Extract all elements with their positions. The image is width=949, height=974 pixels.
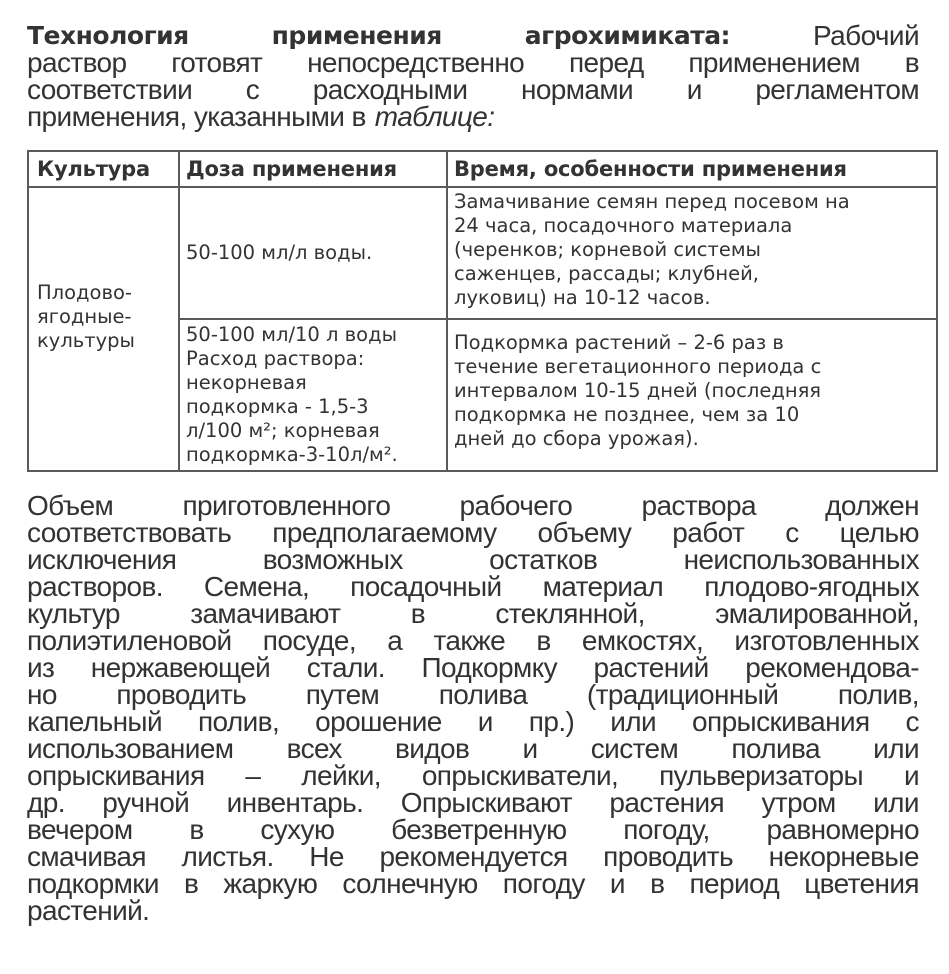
- body-word: полива: [731, 733, 820, 764]
- body-word: видов: [394, 733, 470, 764]
- details-text: интервалом 10-15 дней (последняя: [454, 379, 822, 402]
- body-word: и: [609, 868, 625, 899]
- body-word: всех: [286, 733, 342, 764]
- body-word: или: [610, 706, 657, 737]
- body-word: солнечную: [342, 868, 478, 899]
- body-word: подкормки: [27, 868, 159, 899]
- table-row: [28, 187, 937, 319]
- body-word: в: [650, 868, 665, 899]
- body-word: изготовленных: [734, 625, 919, 656]
- body-word: и: [477, 706, 493, 737]
- body-word: раствора: [641, 490, 756, 521]
- body-line: [27, 843, 919, 870]
- body-word: но: [27, 679, 57, 710]
- body-word: –: [245, 760, 261, 791]
- body-word: в: [189, 814, 204, 845]
- body-word: и: [903, 760, 919, 791]
- details-text: дней до сбора урожая).: [454, 427, 699, 450]
- body-word: неиспользованных: [683, 544, 919, 575]
- body-word: цветения: [804, 868, 919, 899]
- header-culture: Культура: [28, 151, 179, 187]
- intro-line-4: [27, 103, 919, 130]
- body-word: полива: [438, 679, 528, 710]
- body-word: инвентарь.: [226, 787, 364, 818]
- application-table: [27, 150, 938, 472]
- body-line: [27, 789, 919, 816]
- dose-text: л/100 м²; корневая: [186, 419, 380, 442]
- intro-word: нормами: [520, 74, 634, 105]
- details-cell: [447, 187, 937, 319]
- intro-word: соответствии: [27, 74, 193, 105]
- body-word: рекомендова-: [745, 652, 919, 683]
- body-word: использованием: [27, 733, 234, 764]
- culture-text: культуры: [37, 329, 135, 352]
- body-word: или: [873, 787, 919, 818]
- body-word: целью: [839, 517, 919, 548]
- body-word: объему: [537, 517, 632, 548]
- body-word: жаркую: [223, 868, 318, 899]
- body-word: в: [410, 598, 425, 629]
- details-text: Подкормка растений – 2-6 раз в: [454, 331, 784, 354]
- details-text: течение вегетационного периода с: [454, 355, 822, 378]
- intro-line-2: [27, 49, 919, 76]
- body-word: в: [184, 868, 199, 899]
- body-word: плодово-ягодных: [704, 571, 919, 602]
- body-line: [27, 600, 919, 627]
- body-word: материал: [542, 571, 664, 602]
- body-word: погоду: [502, 868, 585, 899]
- body-line: [27, 519, 919, 546]
- body-word: проводить: [603, 841, 733, 872]
- body-word: опрыскивания: [27, 760, 205, 791]
- body-word: посуде,: [262, 625, 357, 656]
- details-text: Замачивание семян перед посевом на: [454, 190, 850, 213]
- body-word: утром: [761, 787, 836, 818]
- culture-text: Плодово-: [37, 281, 132, 304]
- body-word: замачивают: [190, 598, 341, 629]
- body-word: растворов.: [27, 571, 163, 602]
- intro-word: расходными: [312, 74, 468, 105]
- body-word: орошение: [315, 706, 442, 737]
- dose-text: 50-100 мл/10 л воды: [186, 323, 397, 346]
- body-word: Не: [309, 841, 344, 872]
- body-word: Объем: [27, 490, 114, 521]
- body-word: приготовленного: [182, 490, 391, 521]
- body-word: должен: [825, 490, 919, 521]
- body-word: растений: [593, 652, 709, 683]
- body-word: исключения: [27, 544, 177, 575]
- dose-text: подкормка-3-10л/м².: [186, 443, 398, 466]
- header-time-features: Время, особенности применения: [447, 151, 937, 187]
- body-line: [27, 681, 919, 708]
- body-word: стеклянной,: [495, 598, 645, 629]
- intro-paragraph: [27, 22, 919, 130]
- body-word: стали.: [306, 652, 385, 683]
- details-text: луковиц) на 10-12 часов.: [454, 286, 711, 309]
- body-word: некорневые: [768, 841, 919, 872]
- body-word: капельный: [27, 706, 162, 737]
- intro-word: и: [686, 74, 702, 105]
- heading-word: агрохимиката:: [524, 21, 731, 50]
- body-word: с: [905, 706, 919, 737]
- intro-line-3: [27, 76, 919, 103]
- body-word: равномерно: [766, 814, 919, 845]
- details-text: 24 часа, посадочного материала: [454, 214, 793, 237]
- body-word: предполагаемому: [272, 517, 497, 548]
- body-word: пр.): [528, 706, 575, 737]
- body-word: смачивая: [27, 841, 146, 872]
- body-word: и: [522, 733, 538, 764]
- intro-italic-text: таблице:: [374, 101, 495, 132]
- intro-word: перед: [568, 47, 644, 78]
- header-dose: Доза применения: [179, 151, 447, 187]
- body-line: [27, 627, 919, 654]
- body-word: опрыскивания: [692, 706, 870, 737]
- body-word: полив,: [197, 706, 280, 737]
- table-header-row: [28, 151, 937, 187]
- dose-text: некорневая: [186, 371, 307, 394]
- body-word: из: [27, 652, 55, 683]
- details-cell: [447, 319, 937, 471]
- body-word: посадочный: [350, 571, 502, 602]
- body-line: [27, 816, 919, 843]
- dose-text: подкормка - 1,5-3: [186, 395, 369, 418]
- heading-word: применения: [271, 21, 442, 50]
- intro-text: применения, указанными в: [27, 101, 366, 132]
- body-word: рекомендуется: [379, 841, 568, 872]
- body-line: [27, 546, 919, 573]
- intro-word: раствор: [27, 47, 127, 78]
- dose-text: Расход раствора:: [186, 347, 365, 370]
- body-word: пульверизаторы: [659, 760, 864, 791]
- body-word: рабочего: [459, 490, 573, 521]
- body-word: лейки,: [301, 760, 381, 791]
- body-line: [27, 708, 919, 735]
- dose-text: 50-100 мл/л воды.: [186, 241, 373, 264]
- body-word: работ: [672, 517, 745, 548]
- details-text: подкормка не позднее, чем за 10: [454, 403, 800, 426]
- body-word: полиэтиленовой: [27, 625, 232, 656]
- intro-word: применением: [688, 47, 860, 78]
- body-word: с: [785, 517, 799, 548]
- body-word: опрыскиватели,: [421, 760, 619, 791]
- body-word: нержавеющей: [90, 652, 271, 683]
- body-word: путем: [305, 679, 380, 710]
- body-line: [27, 762, 919, 789]
- body-word: безветренную: [391, 814, 567, 845]
- body-line: [27, 492, 919, 519]
- body-word: эмалированной,: [715, 598, 919, 629]
- intro-word: непосредственно: [307, 47, 525, 78]
- body-word: систем: [590, 733, 679, 764]
- dose-cell: [179, 187, 447, 319]
- intro-word: с: [245, 74, 260, 105]
- body-word: полив,: [837, 679, 919, 710]
- body-line-last: растений.: [27, 895, 150, 926]
- body-word: а: [387, 625, 403, 656]
- body-word: проводить: [116, 679, 247, 710]
- body-word: остатков: [489, 544, 598, 575]
- culture-cell: [28, 187, 179, 471]
- culture-text: ягодные-: [37, 305, 132, 328]
- body-word: Семена,: [203, 571, 310, 602]
- body-word: др.: [27, 787, 65, 818]
- body-paragraph: [27, 492, 919, 924]
- body-word: (традиционный: [586, 679, 779, 710]
- body-word: Подкормку: [421, 652, 558, 683]
- body-word: вечером: [27, 814, 133, 845]
- details-text: (черенков; корневой системы: [454, 238, 761, 261]
- body-word: растения: [609, 787, 725, 818]
- body-line: [27, 735, 919, 762]
- body-word: ручной: [102, 787, 190, 818]
- body-line: [27, 573, 919, 600]
- body-word: сухую: [260, 814, 335, 845]
- intro-line-1: [27, 22, 919, 49]
- heading-word: Технология: [27, 21, 189, 50]
- body-word: или: [873, 733, 919, 764]
- body-word: емкостях,: [581, 625, 704, 656]
- body-line: [27, 654, 919, 681]
- body-word: листья.: [181, 841, 274, 872]
- body-word: возможных: [262, 544, 403, 575]
- body-word: соответствовать: [27, 517, 232, 548]
- body-word: также: [433, 625, 506, 656]
- body-word: культур: [27, 598, 120, 629]
- intro-word: готовят: [171, 47, 263, 78]
- body-word: Опрыскивают: [400, 787, 572, 818]
- intro-word: регламентом: [755, 74, 919, 105]
- dose-cell: [179, 319, 447, 471]
- body-line: [27, 870, 919, 897]
- details-text: саженцев, рассады; клубней,: [454, 262, 759, 285]
- body-word: погоду,: [623, 814, 710, 845]
- intro-word: в: [904, 47, 919, 78]
- body-word: период: [689, 868, 780, 899]
- intro-word: Рабочий: [813, 20, 919, 51]
- body-word: в: [536, 625, 551, 656]
